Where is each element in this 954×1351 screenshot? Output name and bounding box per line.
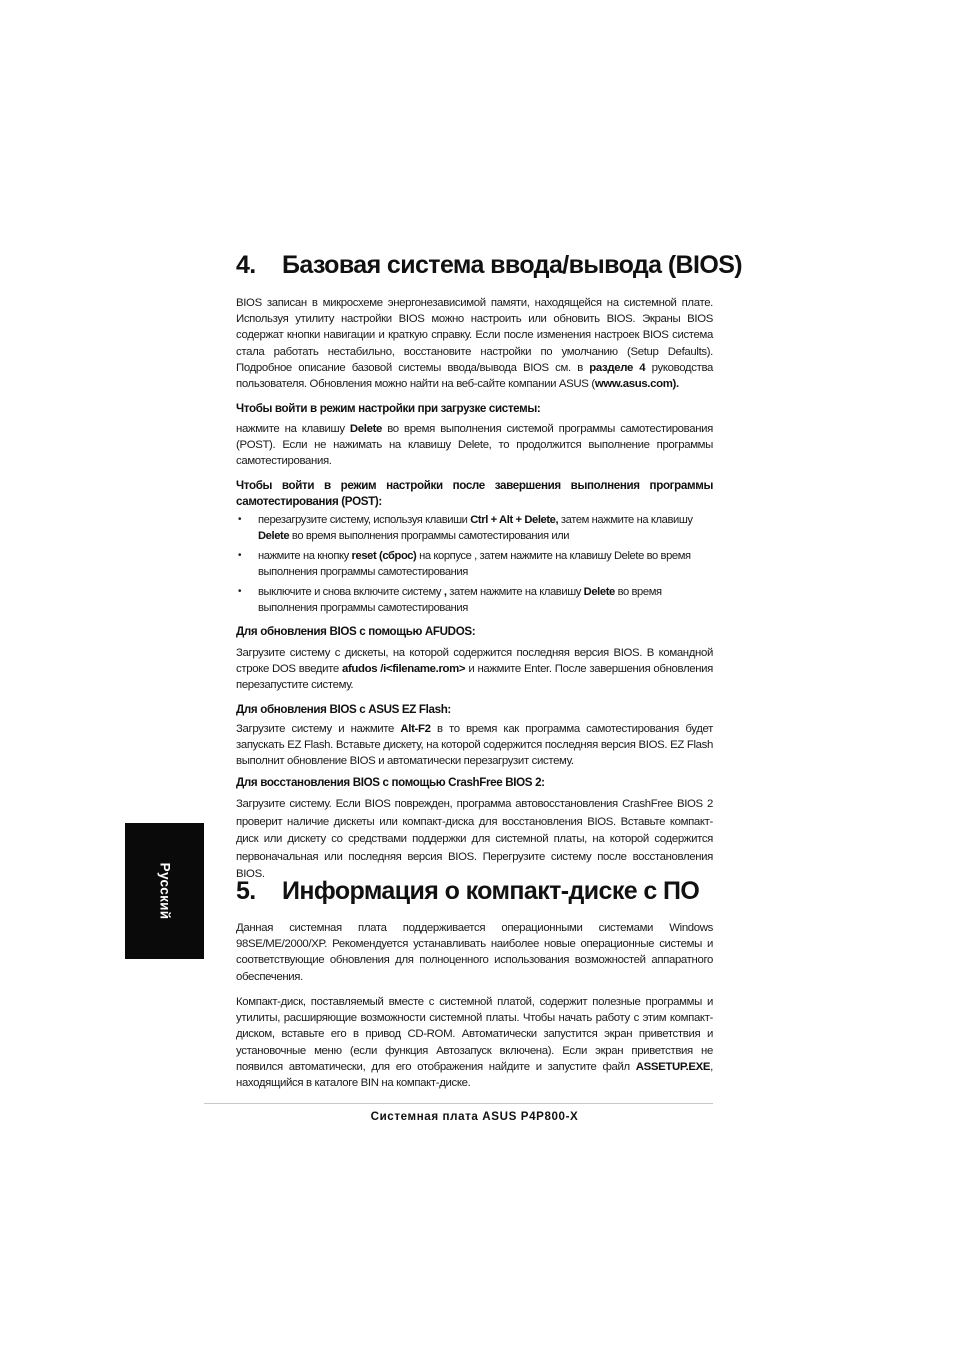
list-item bbox=[236, 584, 713, 616]
enter-setup-after-post-heading: Чтобы войти в режим настройки после завершения выполнения программы самотестирования (POST): bbox=[236, 479, 713, 508]
assetup-filename: ASSETUP.EXE bbox=[635, 1060, 711, 1073]
delete-key-label: Delete bbox=[349, 423, 382, 435]
bullet-text: затем нажмите на клавишу bbox=[558, 514, 693, 526]
ezflash-text-2: в то время как программа самотестирования будет запускать EZ Flash. Вставьте дискету, на которой содержится последняя версия BIOS. EZ Flash выполнит обновление BIOS и автоматически перезагрузит систему. bbox=[236, 723, 713, 768]
language-tab-label: Русский bbox=[157, 862, 172, 920]
bullet-icon: • bbox=[238, 586, 242, 597]
bullet-text: во время выполнения программы самотестирования bbox=[258, 586, 662, 614]
key-combo-label: Ctrl + Alt + Delete, bbox=[470, 514, 559, 526]
reset-button-label: reset (сброс) bbox=[351, 550, 417, 562]
section-5-number: 5. bbox=[236, 877, 256, 905]
enter-setup-boot-heading: Чтобы войти в режим настройки при загрузке системы: bbox=[236, 402, 541, 415]
bullet-comma: , bbox=[443, 586, 447, 598]
enter-setup-boot-text: нажмите на клавишу bbox=[236, 423, 350, 435]
enter-setup-boot-paragraph bbox=[236, 421, 713, 470]
bullet-text: нажмите на кнопку bbox=[258, 550, 352, 562]
section-5-title: Информация о компакт-диске с ПО bbox=[282, 877, 700, 905]
afudos-text-2: и нажмите Enter. После завершения обновления перезапустите систему. bbox=[236, 663, 713, 692]
bios-intro-text: BIOS записан в микросхеме энергонезависимой памяти, находящейся на системной плате. Используя утилиту настройки BIOS можно настроить или обновить BIOS. Экраны BIOS содержат кнопки навигации и краткую справку. Если после изменения настроек BIOS система стала работать нестабильно, восстановите настройки по умолчанию (Setup Defaults). Подробное описание базовой системы ввода/вывода BIOS см. в bbox=[236, 297, 713, 374]
footer-divider bbox=[204, 1103, 713, 1104]
list-item bbox=[236, 548, 713, 580]
cd-contents-text: Компакт-диск, поставляемый вместе с системной платой, содержит полезные программы и утилиты, расширяющие возможности системной платы. Чтобы начать работу с этим компакт-диском, вставьте его в привод CD-ROM. Автоматически запустится экран приветствия и установочные меню (если функция Автозапуск включена). Если экран приветствия не появился автоматически, для его отображения найдите и запустите файл bbox=[236, 996, 713, 1073]
section-5-heading bbox=[236, 877, 736, 906]
bullet-text: выключите и снова включите систему bbox=[258, 586, 444, 598]
bullet-text: на корпусе , затем нажмите на клавишу Delete во время выполнения программы самотестирования bbox=[258, 550, 691, 578]
list-item bbox=[236, 512, 713, 544]
enter-setup-boot-text-2: во время выполнения системой программы самотестирования (POST). Если не нажимать на клавишу Delete, то продолжится выполнение программы самотестирования. bbox=[236, 423, 713, 468]
cd-support-paragraph: Данная системная плата поддерживается операционными системами Windows 98SE/ME/2000/XP. Рекомендуется устанавливать наиболее новые операционные системы и соответствующие обновления для полноценного использования возможностей аппаратного обеспечения. bbox=[236, 922, 713, 983]
afudos-heading: Для обновления BIOS с помощью AFUDOS: bbox=[236, 625, 476, 638]
ezflash-paragraph bbox=[236, 721, 713, 770]
enter-setup-bullet-list bbox=[236, 512, 713, 620]
alt-f2-key-label: Alt-F2 bbox=[400, 723, 431, 735]
asus-website-link: www.asus.com). bbox=[594, 378, 679, 391]
bios-intro-section-ref: разделе 4 bbox=[589, 361, 646, 374]
section-4-title: Базовая система ввода/вывода (BIOS) bbox=[282, 251, 742, 279]
afudos-command: afudos /i<filename.rom> bbox=[341, 663, 466, 676]
bios-intro-paragraph bbox=[236, 295, 713, 392]
bullet-text: перезагрузите систему, используя клавиши bbox=[258, 514, 471, 526]
section-4-heading bbox=[236, 251, 742, 280]
crashfree-paragraph: Загрузите систему. Если BIOS поврежден, программа автовосстановления CrashFree BIOS 2 проверит наличие дискеты или компакт-диска для восстановления BIOS. Вставьте компакт-диск или дискету со средствами поддержки для системной платы, на которой содержится первоначальная или последняя версия BIOS. Перегрузите систему после восстановления BIOS. bbox=[236, 798, 713, 880]
ezflash-heading: Для обновления BIOS с ASUS EZ Flash: bbox=[236, 703, 451, 716]
bios-intro-text-2: руководства пользователя. Обновления можно найти на веб-сайте компании ASUS ( bbox=[236, 361, 714, 391]
cd-contents-paragraph bbox=[236, 994, 713, 1091]
bullet-icon: • bbox=[238, 514, 242, 525]
bullet-text: затем нажмите на клавишу bbox=[446, 586, 584, 598]
afudos-text: Загрузите систему с дискеты, на которой содержится последняя версия BIOS. В командной строке DOS введите bbox=[236, 647, 713, 676]
language-side-tab bbox=[125, 823, 204, 959]
section-4-number: 4. bbox=[236, 251, 256, 279]
afudos-paragraph bbox=[236, 645, 713, 694]
ezflash-text: Загрузите систему и нажмите bbox=[236, 723, 401, 735]
bullet-text: во время выполнения программы самотестирования или bbox=[289, 530, 570, 542]
page-footer: Системная плата ASUS P4P800-X bbox=[370, 1110, 579, 1123]
cd-contents-text-2: , находящийся в каталоге BIN на компакт-диске. bbox=[236, 1060, 713, 1090]
delete-key-label: Delete bbox=[258, 530, 290, 542]
bullet-icon: • bbox=[238, 550, 242, 561]
delete-key-label: Delete bbox=[583, 586, 615, 598]
crashfree-heading: Для восстановления BIOS с помощью CrashFree BIOS 2: bbox=[236, 776, 545, 789]
